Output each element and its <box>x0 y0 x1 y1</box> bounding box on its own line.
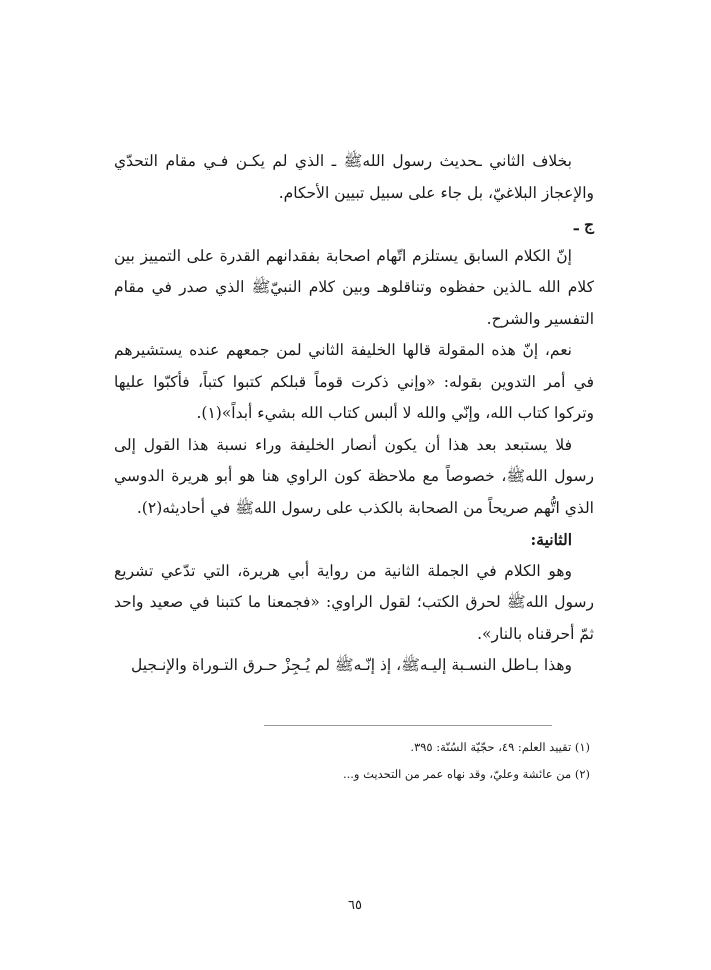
page-number: ٦٥ <box>348 898 362 913</box>
paragraph-caliph-quote: نعم، إنّ هذه المقولة قالها الخليفة الثاني لمن جمعهم عنده يستشيرهم في أمر التدوين بقوله: «وإني ذكرت قوماً قبلكم كتبوا كتباً، فأكبّوا عليها وتركوا كتاب الله، وإنّي والله لا ألبس كتاب الله بشيء أبداً»(١). <box>114 341 594 422</box>
main-text <box>114 146 594 682</box>
paragraph-second-sentence: وهو الكلام في الجملة الثانية من رواية أبي هريرة، التي تدّعي تشريع رسول اللهﷺ لحرق الكتب؛ لقول الراوي: «فجمعنا ما كتبنا في صعيد واحد ثمّ أحرقناه بالنار». <box>114 561 594 643</box>
footnotes <box>114 734 594 788</box>
paragraph-torah-gospel: وهذا بـاطل النسـبة إليـهﷺ، إذ إنّـهﷺ لم يُـجِزْ حـرق التـوراة والإنـجيل <box>130 656 572 674</box>
footnote-2: (٢) من عائشة وعليّ، وقد نهاه عمر من التحديث و... <box>342 767 590 781</box>
paragraph-continuation: بخلاف الثاني ـحديث رسول اللهﷺ ـ الذي لم يكـن فـي مقام التحدّي والإعجاز البلاغيّ، بل جاء على سبيل تبيين الأحكام. <box>114 152 594 202</box>
paragraph-abu-hurayra: فلا يستبعد بعد هذا أن يكون أنصار الخليفة وراء نسبة هذا القول إلى رسول اللهﷺ، خصوصاً مع ملاحظة كون الراوي هنا هو أبو هريرة الدوسي الذي اتُّهم صريحاً من الصحابة بالكذب على رسول اللهﷺ في أحاديثه(٢). <box>114 435 594 517</box>
section-heading-jim: ج ـ <box>574 215 594 234</box>
footnote-divider <box>264 725 552 726</box>
paragraph-accusation: إنّ الكلام السابق يستلزم اتّهام اصحابة بفقدانهم القدرة على التمييز بين كلام الله ـالذين حفظوه وتناقلوهـ وبين كلام النبيّﷺ الذي صدر في مقام التفسير والشرح. <box>114 246 594 328</box>
footnote-1: (١) تقييد العلم: ٤٩، حجّيّة السُنّة: ٣٩٥. <box>410 740 590 754</box>
section-heading-second: الثانية: <box>530 530 572 549</box>
